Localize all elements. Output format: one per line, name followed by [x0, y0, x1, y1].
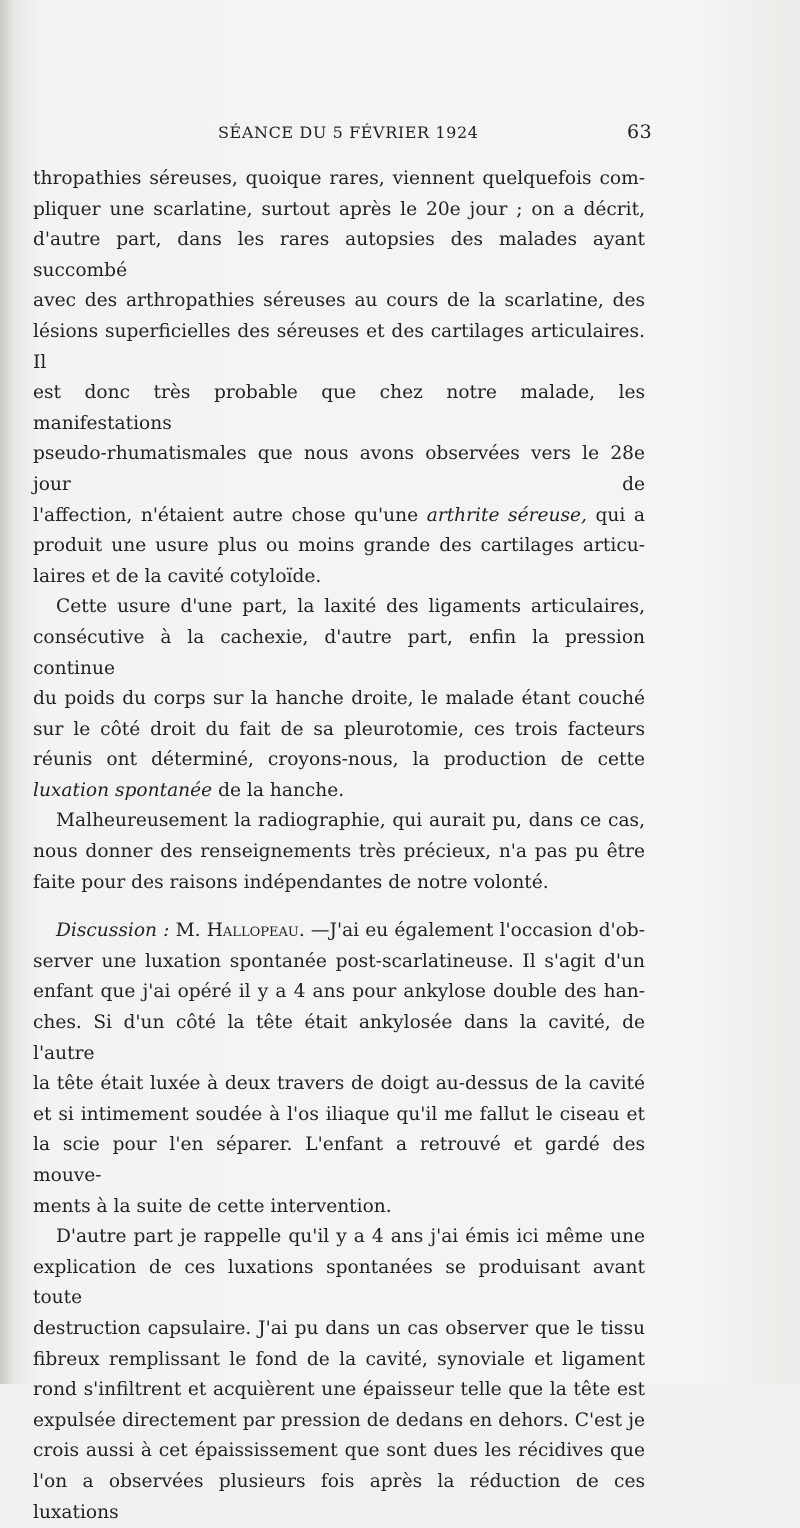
- text-segment: l'affection, n'étaient autre chose qu'une: [33, 504, 419, 526]
- text-segment: de la hanche.: [218, 779, 345, 801]
- text-line: crois aussi à cet épaississement que sont dues les récidives que: [33, 1440, 645, 1462]
- text-line: [33, 916, 645, 947]
- text-line: destruction capsulaire. J'ai pu dans un cas observer que le tissu: [33, 1317, 645, 1339]
- text-line: sur le côté droit du fait de sa pleurotomie, ces trois facteurs: [33, 718, 645, 740]
- text-line: laires et de la cavité cotyloïde.: [33, 565, 322, 587]
- text-line: expulsée directement par pression de dedans en dehors. C'est je: [33, 1409, 645, 1431]
- text-line: produit une usure plus ou moins grande des cartilages articu-: [33, 535, 645, 557]
- text-line: thropathies séreuses, quoique rares, viennent quelquefois com-: [33, 168, 645, 189]
- text-line: faite pour des raisons indépendantes de notre volonté.: [33, 871, 549, 893]
- text-segment: —J'ai eu également l'occasion d'ob-: [310, 920, 645, 942]
- page-number: 63: [627, 121, 653, 143]
- speaker-name: M. Hallopeau.: [175, 920, 305, 942]
- italic-term: arthrite séreuse,: [426, 504, 587, 526]
- text-line: l'on a observées plusieurs fois après la réduction de ces luxations: [33, 1470, 645, 1523]
- running-title: SÉANCE DU 5 FÉVRIER 1924: [218, 123, 479, 142]
- text-line: enfant que j'ai opéré il y a 4 ans pour ankylose double des han-: [33, 981, 645, 1003]
- text-line: est donc très probable que chez notre malade, les manifestations: [33, 382, 645, 434]
- body-text: [33, 164, 645, 1528]
- text-line: pliquer une scarlatine, surtout après le 20e jour ; on a décrit,: [33, 198, 645, 220]
- text-line: la tête était luxée à deux travers de doigt au-dessus de la cavité: [33, 1073, 645, 1095]
- text-line: nous donner des renseignements très précieux, n'a pas pu être: [33, 841, 645, 863]
- text-line: D'autre part je rappelle qu'il y a 4 ans j'ai émis ici même une: [56, 1226, 645, 1248]
- text-line: Cette usure d'une part, la laxité des ligaments articulaires,: [56, 596, 645, 618]
- text-line: Malheureusement la radiographie, qui aurait pu, dans ce cas,: [56, 810, 645, 832]
- page-header: [0, 121, 800, 151]
- text-line: rond s'infiltrent et acquièrent une épaisseur telle que la tête est: [33, 1379, 645, 1401]
- paragraph-gap: [33, 898, 645, 916]
- text-line: lésions superficielles des séreuses et des cartilages articulaires. Il: [33, 320, 645, 373]
- text-line: [33, 501, 645, 532]
- text-line: fibreux remplissant le fond de la cavité, synoviale et ligament: [33, 1348, 645, 1370]
- text-line: ches. Si d'un côté la tête était ankylosée dans la cavité, de l'autre: [33, 1012, 645, 1064]
- discussion-label: Discussion :: [56, 920, 170, 942]
- text-line: ments à la suite de cette intervention.: [33, 1195, 392, 1217]
- text-line: server une luxation spontanée post-scarlatineuse. Il s'agit d'un: [33, 950, 645, 972]
- text-line: d'autre part, dans les rares autopsies des malades ayant succombé: [33, 229, 645, 281]
- text-line: avec des arthropathies séreuses au cours de la scarlatine, des: [33, 290, 645, 312]
- text-line: pseudo-rhumatismales que nous avons observées vers le 28e jour de: [33, 443, 645, 495]
- text-line: consécutive à la cachexie, d'autre part, enfin la pression continue: [33, 626, 645, 679]
- text-line: réunis ont déterminé, croyons-nous, la production de cette: [33, 749, 645, 771]
- text-line: la scie pour l'en séparer. L'enfant a retrouvé et gardé des mouve-: [33, 1134, 645, 1186]
- text-line: du poids du corps sur la hanche droite, le malade étant couché: [33, 688, 645, 710]
- text-line: [33, 776, 645, 807]
- italic-term: luxation spontanée: [33, 779, 213, 801]
- text-line: et si intimement soudée à l'os iliaque qu'il me fallut le ciseau et: [33, 1103, 645, 1125]
- text-line: explication de ces luxations spontanées se produisant avant toute: [33, 1256, 645, 1309]
- text-segment: qui a: [595, 504, 646, 526]
